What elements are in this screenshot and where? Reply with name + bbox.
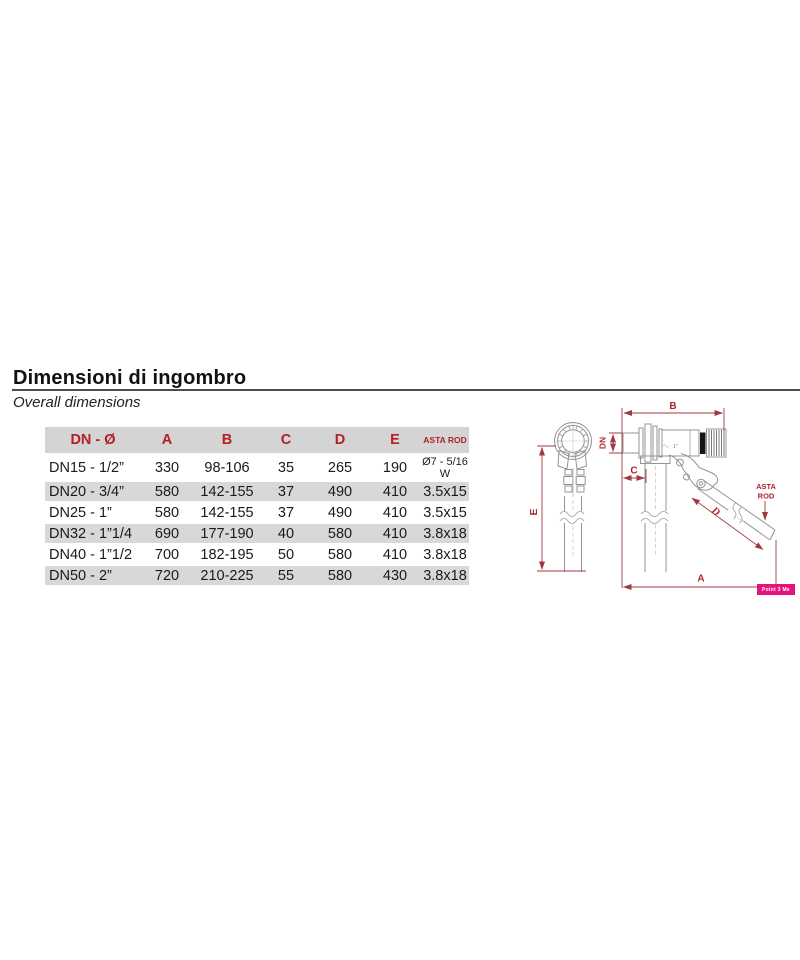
header-cell: A	[141, 427, 193, 456]
header-cell: ASTA ROD	[421, 427, 469, 456]
table-cell: 580	[141, 482, 193, 503]
table-cell: 37	[261, 482, 311, 503]
table-cell: 265	[311, 456, 369, 482]
table-cell: 3.5x15	[421, 503, 469, 524]
table-cell: 690	[141, 524, 193, 545]
table-cell: 580	[141, 503, 193, 524]
table-row	[45, 524, 469, 545]
table-cell: 3.8x18	[421, 545, 469, 566]
stem-nuts	[564, 468, 585, 497]
table-cell: Ø7 - 5/16 W	[422, 456, 468, 480]
table-row	[45, 456, 469, 482]
table-cell: 490	[311, 482, 369, 503]
page-subtitle: Overall dimensions	[13, 394, 141, 411]
table-cell: 330	[141, 456, 193, 482]
label-B: B	[669, 401, 677, 412]
valve-side-view	[555, 423, 592, 573]
header-cell: C	[261, 427, 311, 456]
header-cell: B	[193, 427, 261, 456]
header-cell: DN - Ø	[45, 427, 141, 456]
table-cell: 430	[369, 566, 421, 587]
table-cell: 410	[369, 524, 421, 545]
table-cell: DN50 - 2”	[45, 566, 141, 587]
table-cell: 142-155	[193, 503, 261, 524]
technical-drawing	[528, 395, 800, 600]
table-cell: 3.8x18	[421, 566, 469, 587]
table-cell: 190	[369, 456, 421, 482]
label-A: A	[697, 573, 705, 585]
knurl-stripes	[709, 430, 724, 456]
table-cell: 3.5x15	[421, 482, 469, 503]
valve-front-view	[623, 424, 775, 572]
table-cell: 580	[311, 545, 369, 566]
table-cell: 50	[261, 545, 311, 566]
table-row	[45, 482, 469, 503]
page-title: Dimensioni di ingombro	[13, 367, 247, 389]
table-cell: 35	[261, 456, 311, 482]
table-cell: 210-225	[193, 566, 261, 587]
table-cell: 580	[311, 566, 369, 587]
table-cell: 177-190	[193, 524, 261, 545]
table-cell: DN40 - 1”1/2	[45, 545, 141, 566]
table-cell: 410	[369, 545, 421, 566]
table-cell: 55	[261, 566, 311, 587]
table-cell: 40	[261, 524, 311, 545]
table-cell: 580	[311, 524, 369, 545]
table-cell: DN20 - 3/4”	[45, 482, 141, 503]
table-cell: 182-195	[193, 545, 261, 566]
inlet-tube	[623, 433, 640, 453]
dim-line-D	[692, 498, 763, 550]
dimensions-table	[45, 427, 469, 587]
watermark-badge: Point 3 Me	[757, 584, 795, 595]
body-marking-scribble	[663, 445, 669, 448]
table-cell: 410	[369, 503, 421, 524]
seal-band	[700, 433, 706, 455]
table-cell: 98-106	[193, 456, 261, 482]
label-DN: DN	[597, 436, 608, 450]
table-cell: 700	[141, 545, 193, 566]
valve-body	[662, 430, 699, 456]
ext-lines-dn	[609, 433, 622, 453]
table-cell: 142-155	[193, 482, 261, 503]
table-row	[45, 503, 469, 524]
header-cell: E	[369, 427, 421, 456]
label-E: E	[529, 508, 540, 516]
table-cell: DN32 - 1”1/4	[45, 524, 141, 545]
table-cell: 3.8x18	[421, 524, 469, 545]
title-divider	[12, 389, 800, 391]
table-cell: 410	[369, 482, 421, 503]
table-cell: DN15 - 1/2”	[45, 456, 141, 482]
ext-lines-e	[537, 446, 586, 571]
label-C: C	[630, 465, 638, 477]
valve-marking: 1″	[673, 444, 678, 450]
lever-hole-3-inner	[699, 482, 703, 486]
table-cell: 37	[261, 503, 311, 524]
table-row	[45, 545, 469, 566]
label-asta-line1: ASTA	[756, 482, 776, 491]
table-cell: DN25 - 1”	[45, 503, 141, 524]
table-row	[45, 566, 469, 587]
table-header-row	[45, 427, 469, 456]
table-cell: 490	[311, 503, 369, 524]
table-cell: 720	[141, 566, 193, 587]
table-body	[45, 456, 469, 587]
label-asta-line2: ROD	[757, 491, 775, 501]
header-cell: D	[311, 427, 369, 456]
label-D: D	[709, 505, 722, 519]
clamp-tab-right	[575, 451, 587, 470]
